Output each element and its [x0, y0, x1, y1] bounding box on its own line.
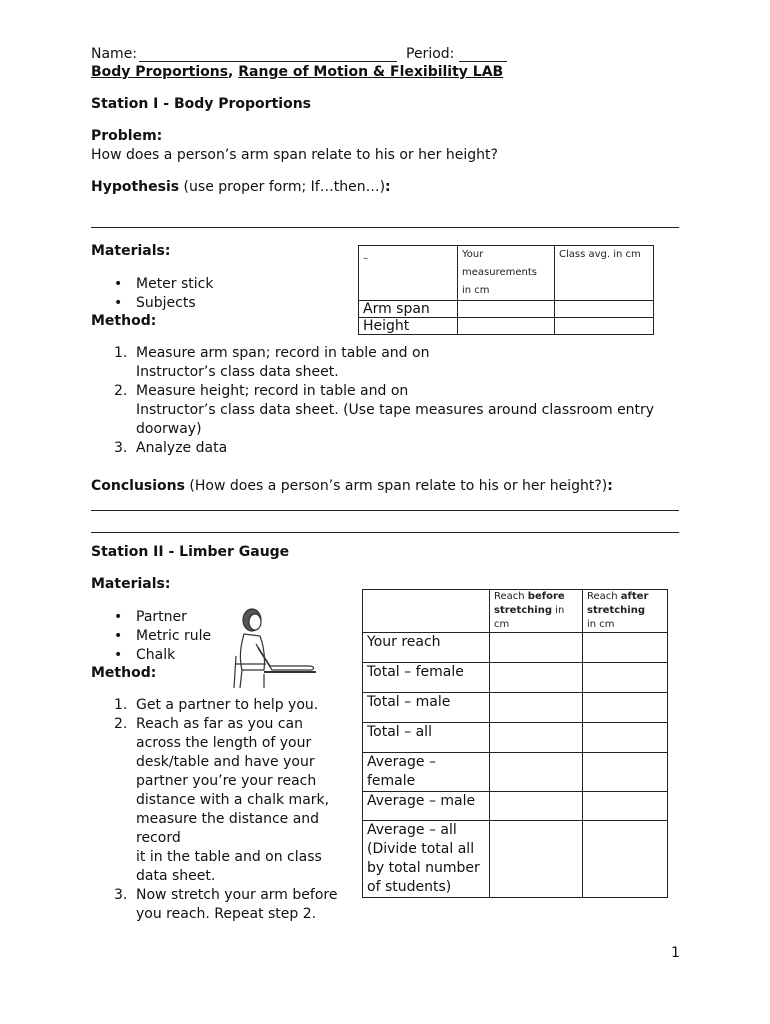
person-reaching-illustration — [230, 604, 320, 690]
row-label-total-all: Total – all — [363, 723, 490, 753]
method-step: 3. Analyze data — [114, 440, 228, 456]
row-label-average-male: Average – male — [363, 792, 490, 821]
method-step: 2. Measure height; record in table and on — [114, 383, 409, 399]
method-step-cont: record — [136, 830, 181, 846]
conclusions-colon: : — [607, 478, 613, 494]
title-part1: Body Proportions — [91, 64, 229, 80]
conclusions — [91, 478, 613, 494]
row-label-arm-span: Arm span — [359, 301, 458, 318]
method-step-cont: doorway) — [136, 421, 202, 437]
list-item: • Meter stick — [114, 276, 214, 292]
cell-height-avg[interactable] — [555, 318, 654, 335]
method-step: 2. Reach as far as you can — [114, 716, 303, 732]
conclusions-hint: (How does a person’s arm span relate to his or her height?) — [184, 478, 608, 494]
cell-total-female-after[interactable] — [583, 663, 668, 693]
station1-heading: Station I - Body Proportions — [91, 96, 311, 112]
cell-average-male-before[interactable] — [490, 792, 583, 821]
cell-total-male-before[interactable] — [490, 693, 583, 723]
list-item: • Chalk — [114, 647, 176, 663]
method-step: 3. Now stretch your arm before — [114, 887, 338, 903]
cell-your-reach-after[interactable] — [583, 633, 668, 663]
method2-list — [114, 696, 338, 924]
limber-gauge-table — [362, 589, 668, 898]
method2-label: Method: — [91, 665, 157, 681]
table2-header-after: Reach after stretching in cm — [583, 590, 668, 633]
conclusions-label: Conclusions — [91, 478, 185, 494]
title-part2: Range of Motion & Flexibility LAB — [238, 64, 504, 80]
hypothesis-hint: (use proper form; If…then…) — [179, 179, 386, 195]
materials2-label: Materials: — [91, 576, 171, 592]
row-label-total-male: Total – male — [363, 693, 490, 723]
cell-total-all-after[interactable] — [583, 723, 668, 753]
cell-total-female-before[interactable] — [490, 663, 583, 693]
table-header-your: Your measurements in cm — [458, 246, 555, 301]
table-corner: – — [359, 246, 458, 301]
method-step-cont: partner you’re your reach — [136, 773, 317, 789]
method-step-cont: you reach. Repeat step 2. — [136, 906, 317, 922]
method-step-cont: Instructor’s class data sheet. — [136, 364, 339, 380]
materials2-list — [114, 608, 212, 665]
cell-arm-span-you[interactable] — [458, 301, 555, 318]
table-header-class-avg: Class avg. in cm — [555, 246, 654, 301]
table2-header-before: Reach before stretching in cm — [490, 590, 583, 633]
problem-label: Problem: — [91, 128, 163, 144]
conclusions-answer-line-1[interactable] — [91, 510, 679, 511]
row-label-total-female: Total – female — [363, 663, 490, 693]
list-item: • Metric rule — [114, 628, 212, 644]
body-proportions-table — [358, 245, 654, 335]
row-label-average-all: Average – all (Divide total all by total number of students) — [363, 821, 490, 898]
station2-heading: Station II - Limber Gauge — [91, 544, 290, 560]
cell-average-all-after[interactable] — [583, 821, 668, 898]
name-blank-line[interactable] — [139, 61, 397, 62]
cell-arm-span-avg[interactable] — [555, 301, 654, 318]
table2-corner — [363, 590, 490, 633]
name-label: Name: — [91, 46, 138, 62]
method-list — [114, 344, 655, 458]
method-step: 1. Measure arm span; record in table and on — [114, 345, 430, 361]
cell-average-all-before[interactable] — [490, 821, 583, 898]
cell-your-reach-before[interactable] — [490, 633, 583, 663]
method-label: Method: — [91, 313, 157, 329]
method-step-cont: it in the table and on class — [136, 849, 322, 865]
page-number: 1 — [671, 945, 680, 961]
cell-average-male-after[interactable] — [583, 792, 668, 821]
method-step-cont: desk/table and have your — [136, 754, 315, 770]
row-label-height: Height — [359, 318, 458, 335]
hypothesis — [91, 179, 391, 195]
list-item: • Subjects — [114, 295, 196, 311]
list-item: • Partner — [114, 609, 187, 625]
cell-total-all-before[interactable] — [490, 723, 583, 753]
cell-height-you[interactable] — [458, 318, 555, 335]
method-step-cont: measure the distance and — [136, 811, 320, 827]
row-label-average-female: Average – female — [363, 753, 490, 792]
method-step: 1. Get a partner to help you. — [114, 697, 319, 713]
method-step-cont: data sheet. — [136, 868, 216, 884]
title-sep: , — [228, 64, 234, 80]
problem-text: How does a person’s arm span relate to his or her height? — [91, 147, 498, 163]
conclusions-answer-line-2[interactable] — [91, 532, 679, 533]
hypothesis-colon: : — [385, 179, 391, 195]
hypothesis-answer-line[interactable] — [91, 227, 679, 228]
period-label: Period: — [406, 46, 455, 62]
row-label-your-reach: Your reach — [363, 633, 490, 663]
cell-average-female-before[interactable] — [490, 753, 583, 792]
method-step-cont: across the length of your — [136, 735, 312, 751]
materials-list — [114, 275, 214, 313]
method-step-cont: Instructor’s class data sheet. (Use tape measures around classroom entry — [136, 402, 655, 418]
method-step-cont: distance with a chalk mark, — [136, 792, 330, 808]
cell-average-female-after[interactable] — [583, 753, 668, 792]
period-blank-line[interactable] — [459, 61, 507, 62]
hypothesis-label: Hypothesis — [91, 179, 180, 195]
materials-label: Materials: — [91, 243, 171, 259]
page-title — [91, 64, 503, 80]
cell-total-male-after[interactable] — [583, 693, 668, 723]
